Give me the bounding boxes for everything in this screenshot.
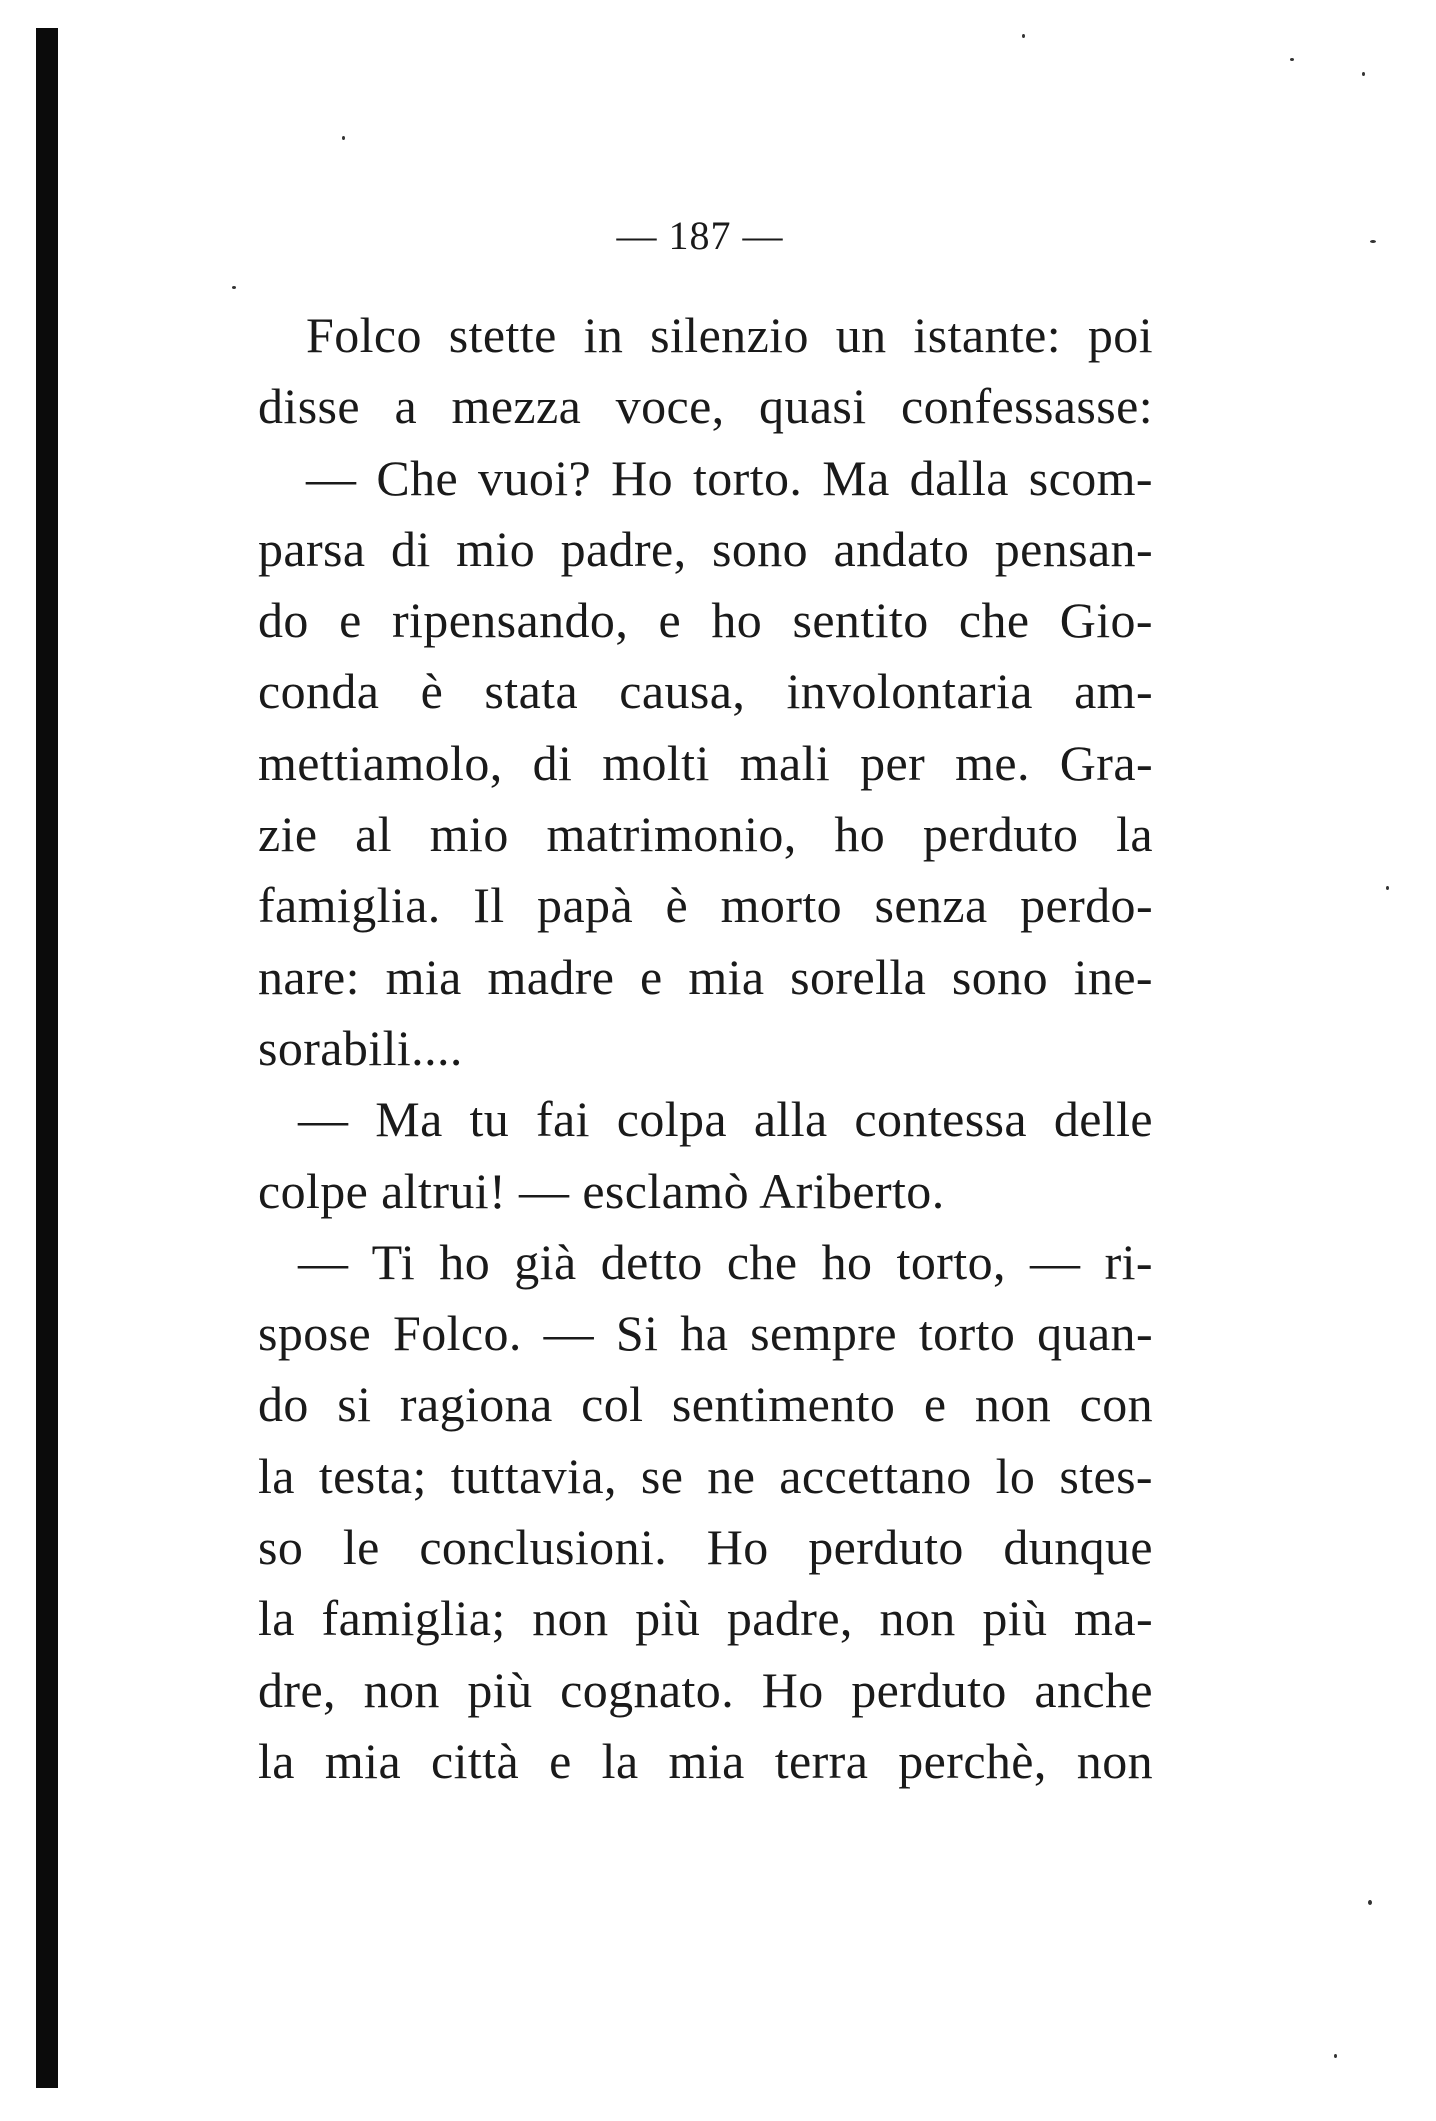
text-line: conda è stata causa, involontaria am- xyxy=(258,663,1153,720)
scan-speck xyxy=(1334,2054,1337,2058)
text-line: parsa di mio padre, sono andato pensan- xyxy=(258,520,1153,577)
text-line: mettiamolo, di molti mali per me. Gra- xyxy=(258,734,1153,791)
page-number: — 187 — xyxy=(616,213,784,258)
text-line: — Ma tu fai colpa alla contessa delle xyxy=(298,1091,1153,1148)
scan-speck xyxy=(1290,58,1294,61)
text-line: spose Folco. — Si ha sempre torto quan- xyxy=(258,1305,1153,1362)
scan-speck xyxy=(1022,34,1025,38)
text-line: la testa; tuttavia, se ne accettano lo stes- xyxy=(258,1447,1153,1504)
text-line: la mia città e la mia terra perchè, non xyxy=(258,1732,1153,1789)
scan-speck xyxy=(1362,72,1365,76)
page-binding-edge xyxy=(36,28,58,2088)
text-line: zie al mio matrimonio, ho perduto la xyxy=(258,806,1153,863)
text-line: la famiglia; non più padre, non più ma- xyxy=(258,1590,1153,1647)
text-line: do e ripensando, e ho sentito che Gio- xyxy=(258,592,1153,649)
text-line: sorabili.... xyxy=(258,1019,463,1076)
body-text xyxy=(258,300,1153,1797)
text-line: dre, non più cognato. Ho perduto anche xyxy=(258,1661,1153,1718)
text-line: famiglia. Il papà è morto senza perdo- xyxy=(258,877,1153,934)
text-line: so le conclusioni. Ho perduto dunque xyxy=(258,1519,1153,1576)
text-line: — Che vuoi? Ho torto. Ma dalla scom- xyxy=(306,449,1153,506)
text-line: colpe altrui! — esclamò Ariberto. xyxy=(258,1162,945,1219)
text-line: disse a mezza voce, quasi confessasse: xyxy=(258,378,1153,435)
text-line: nare: mia madre e mia sorella sono ine- xyxy=(258,948,1153,1005)
scan-speck xyxy=(1368,1900,1372,1905)
text-line: Folco stette in silenzio un istante: poi xyxy=(306,307,1153,363)
text-line: do si ragiona col sentimento e non con xyxy=(258,1376,1153,1433)
text-line: — Ti ho già detto che ho torto, — ri- xyxy=(298,1233,1153,1290)
scan-speck xyxy=(1386,886,1389,890)
scan-speck xyxy=(342,136,345,140)
scan-speck xyxy=(232,286,236,289)
